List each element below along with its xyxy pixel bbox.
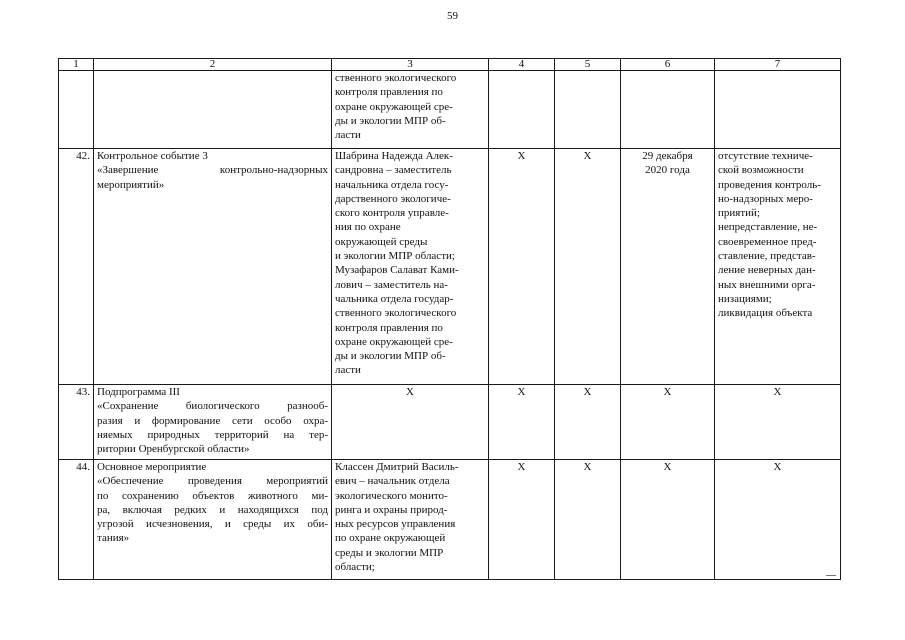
description-line: ритории Оренбургской области»: [97, 443, 250, 456]
description-line: Контрольное событие 3: [97, 150, 208, 162]
column-number: 7: [715, 59, 841, 71]
row-col4: Х: [489, 460, 555, 580]
row-number: 44.: [59, 460, 94, 580]
table-row: [59, 385, 841, 460]
row-col5: [555, 71, 621, 149]
row-deadline: [621, 71, 715, 149]
row-risks: Х: [715, 460, 841, 580]
description-line: «Обеспечение проведения мероприятий: [97, 475, 328, 488]
row-deadline: Х: [621, 460, 715, 580]
row-number: 42.: [59, 149, 94, 385]
column-number-row: [59, 59, 841, 71]
description-line: няемых природных территорий на тер-: [97, 428, 328, 441]
row-deadline: 29 декабря 2020 года: [621, 149, 715, 385]
description-line: Основное мероприятие: [97, 461, 207, 473]
description-line: по сохранению объектов животного ми-: [97, 489, 328, 502]
row-responsible: Х: [332, 385, 489, 460]
row-description: [94, 149, 332, 385]
description-line: «Завершение контрольно-надзорных: [97, 164, 328, 177]
row-description: [94, 385, 332, 460]
row-responsible: ственного экологического контроля правления по охране окружающей сре- ды и экологии МПР об- ласти: [332, 71, 489, 149]
description-line: тания»: [97, 532, 130, 545]
row-description: [94, 71, 332, 149]
description-line: «Сохранение биологического разнооб-: [97, 400, 328, 413]
row-deadline: Х: [621, 385, 715, 460]
row-responsible: Шабрина Надежда Алек- сандровна – заместитель начальника отдела госу- дарственного экологиче- ского контроля управле- ния по охране окружающей среды и экологии МПР области; Музафаров Салават Ками- лович – заместитель на- чальника отдела государ- ственного экологического контроля правления по охране окружающей сре- ды и экологии МПР об- ласти: [332, 149, 489, 385]
row-risks: Х: [715, 385, 841, 460]
column-number: 1: [59, 59, 94, 71]
table-row: [59, 149, 841, 385]
table-row: [59, 460, 841, 580]
row-col4: Х: [489, 149, 555, 385]
row-col4: [489, 71, 555, 149]
table-row: [59, 71, 841, 149]
column-number: 4: [489, 59, 555, 71]
description-line: разия и формирование сети особо охра-: [97, 414, 328, 427]
column-number: 2: [94, 59, 332, 71]
row-col4: Х: [489, 385, 555, 460]
row-number: 43.: [59, 385, 94, 460]
page-number: 59: [447, 10, 458, 22]
row-risks: [715, 71, 841, 149]
row-col5: Х: [555, 460, 621, 580]
row-risks: отсутствие техниче- ской возможности проведения контроль- но-надзорных меро- приятий; непредставление, не- своевременное пред- ставление, представ- ление неверных дан- ных внешними орга- низациями; ликвидация объекта: [715, 149, 841, 385]
row-number: [59, 71, 94, 149]
description-line: ра, включая редких и находящихся под: [97, 503, 328, 516]
plan-table: [58, 58, 841, 580]
column-number: 6: [621, 59, 715, 71]
row-description: [94, 460, 332, 580]
description-line: Подпрограмма III: [97, 386, 180, 398]
row-responsible: Классен Дмитрий Василь- евич – начальник отдела экологического монито- ринга и охраны природ- ных ресурсов управления по охране окружающей среды и экологии МПР области;: [332, 460, 489, 580]
description-line: мероприятий»: [97, 178, 165, 191]
column-number: 3: [332, 59, 489, 71]
description-line: угрозой исчезновения, и среды их оби-: [97, 518, 328, 531]
column-number: 5: [555, 59, 621, 71]
row-col5: Х: [555, 385, 621, 460]
row-col5: Х: [555, 149, 621, 385]
margin-mark: [826, 575, 836, 576]
